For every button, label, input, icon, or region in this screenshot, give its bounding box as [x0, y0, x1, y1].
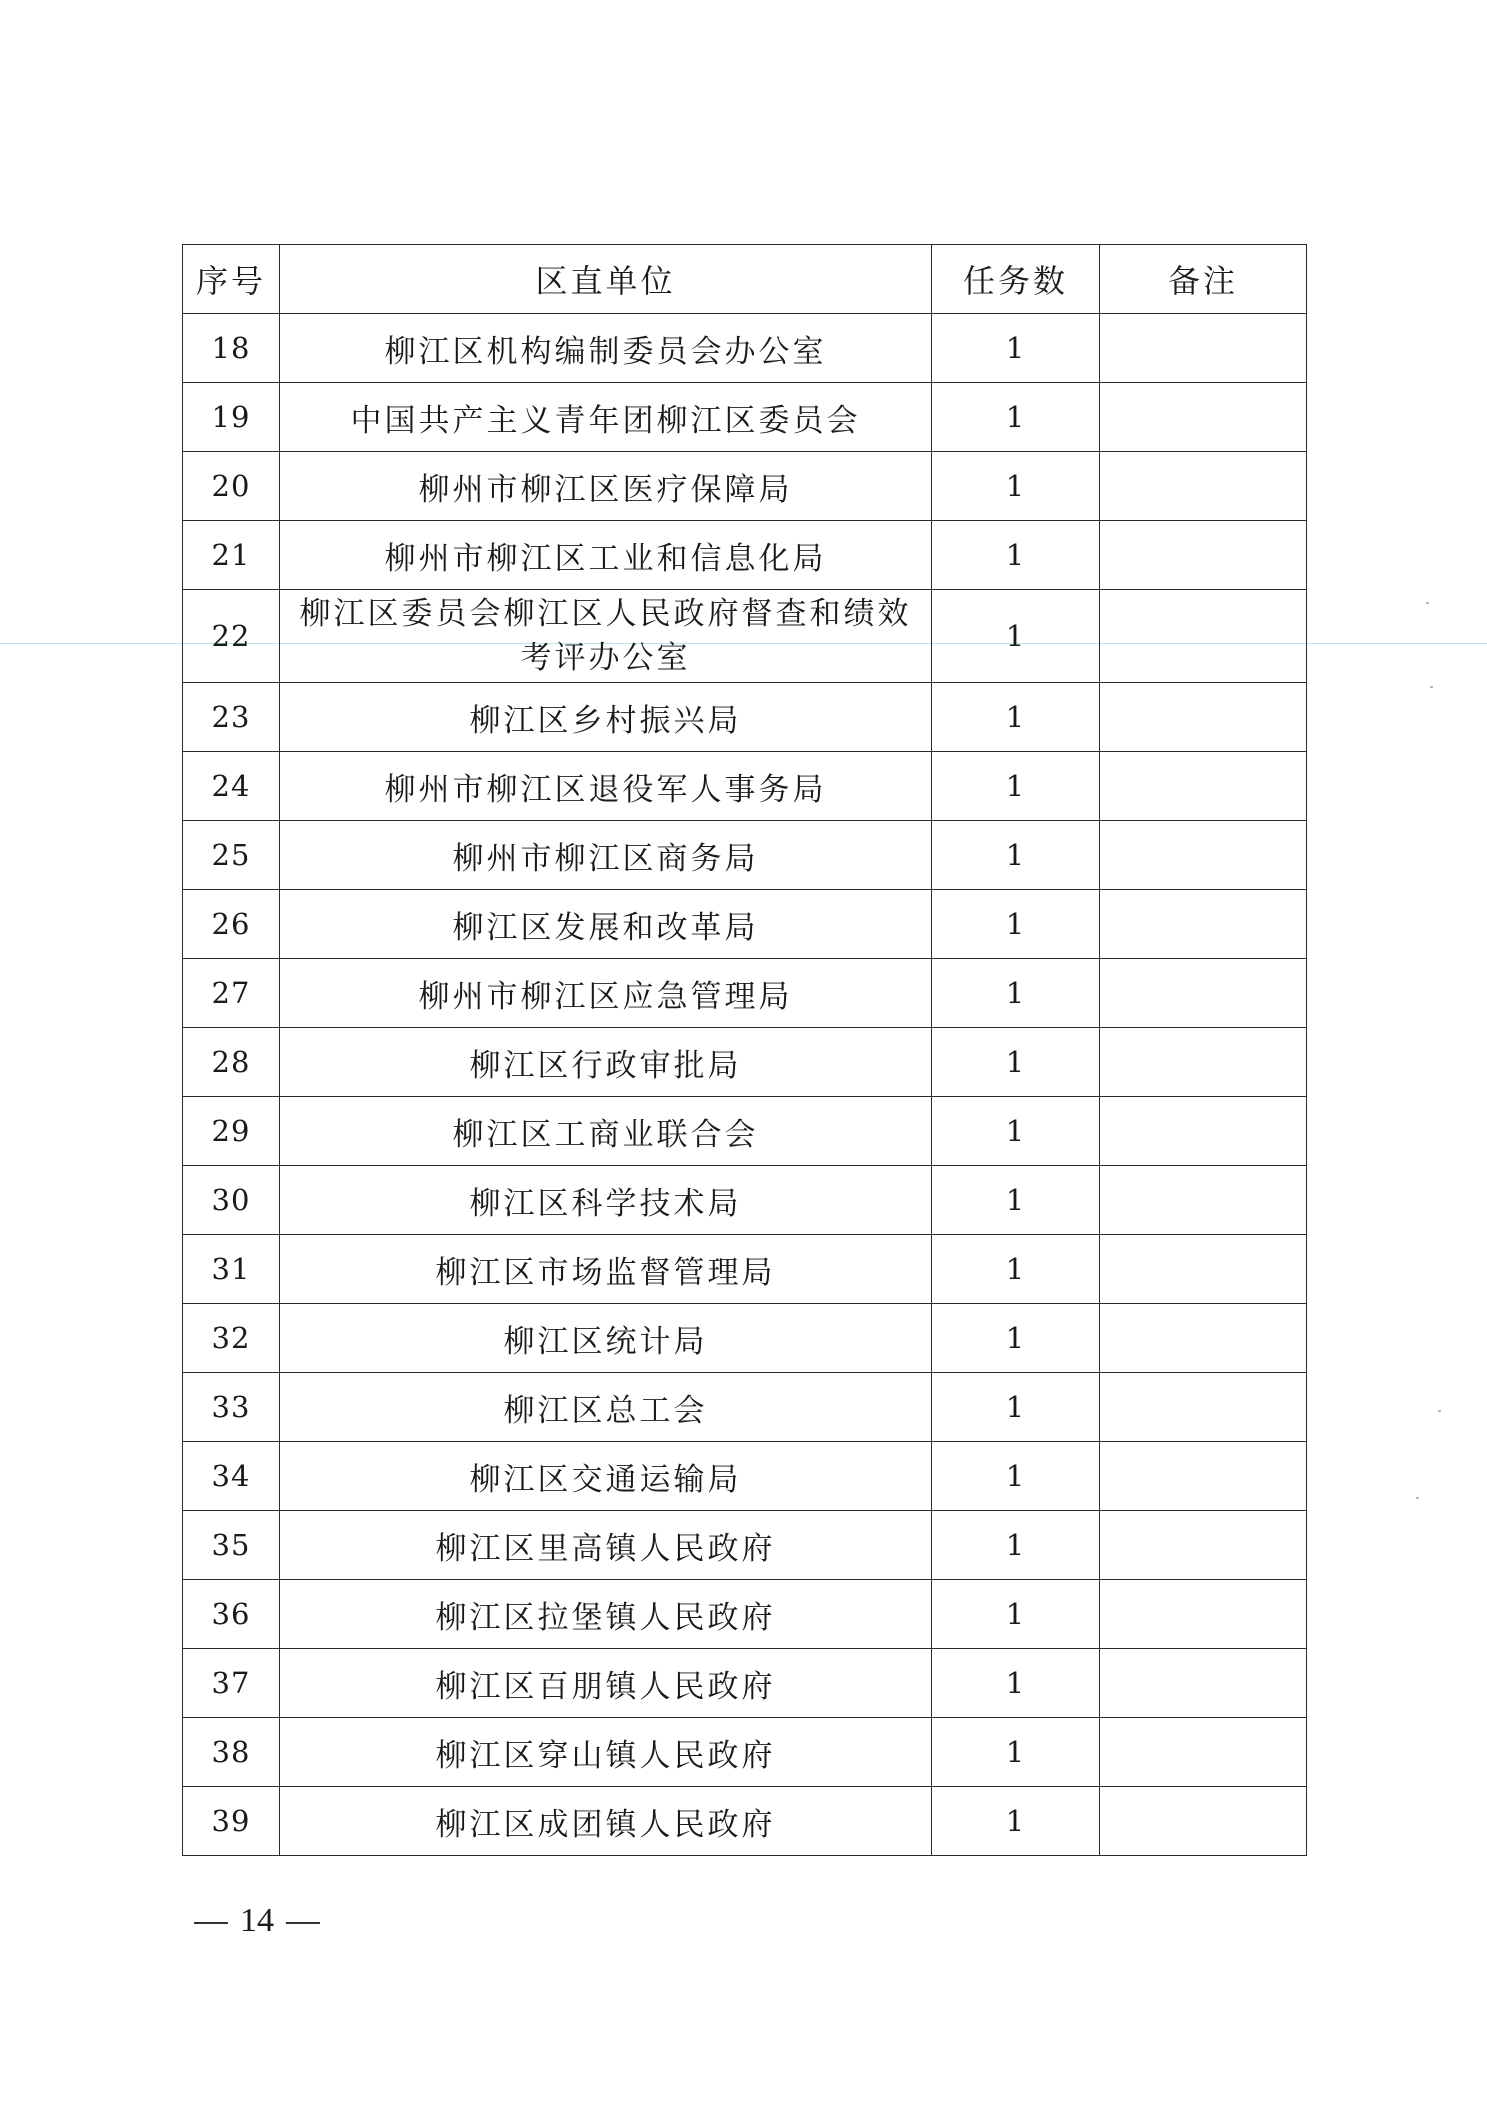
row-unit: 柳江区发展和改革局 — [280, 890, 932, 959]
row-task-count: 1 — [932, 821, 1100, 890]
row-unit: 中国共产主义青年团柳江区委员会 — [280, 383, 932, 452]
header-task-count: 任务数 — [932, 245, 1100, 314]
row-task-count: 1 — [932, 1097, 1100, 1166]
table-row — [183, 821, 1307, 890]
scan-speck — [1416, 1497, 1419, 1499]
table-row — [183, 959, 1307, 1028]
row-task-count: 1 — [932, 1442, 1100, 1511]
row-unit: 柳江区拉堡镇人民政府 — [280, 1580, 932, 1649]
row-task-count: 1 — [932, 1718, 1100, 1787]
header-unit: 区直单位 — [280, 245, 932, 314]
table-row — [183, 1649, 1307, 1718]
row-index: 29 — [183, 1097, 280, 1166]
row-task-count: 1 — [932, 590, 1100, 683]
row-note — [1100, 1442, 1307, 1511]
table-row — [183, 1166, 1307, 1235]
row-task-count: 1 — [932, 521, 1100, 590]
row-unit: 柳江区总工会 — [280, 1373, 932, 1442]
row-unit-line: 柳江区委员会柳江区人民政府督查和绩效 — [299, 596, 912, 632]
table-header-row — [183, 245, 1307, 314]
row-unit: 柳江区行政审批局 — [280, 1028, 932, 1097]
row-unit: 柳州市柳江区商务局 — [280, 821, 932, 890]
row-task-count: 1 — [932, 1304, 1100, 1373]
row-unit: 柳江区百朋镇人民政府 — [280, 1649, 932, 1718]
row-note — [1100, 959, 1307, 1028]
row-note — [1100, 821, 1307, 890]
row-task-count: 1 — [932, 1235, 1100, 1304]
row-note — [1100, 590, 1307, 683]
row-unit: 柳江区科学技术局 — [280, 1166, 932, 1235]
table-row — [183, 452, 1307, 521]
scan-speck — [1438, 1410, 1441, 1412]
table-row — [183, 1304, 1307, 1373]
row-note — [1100, 383, 1307, 452]
row-task-count: 1 — [932, 1373, 1100, 1442]
scan-speck — [1426, 602, 1429, 604]
header-note: 备注 — [1100, 245, 1307, 314]
row-index: 39 — [183, 1787, 280, 1856]
row-index: 20 — [183, 452, 280, 521]
table-row — [183, 521, 1307, 590]
row-index: 28 — [183, 1028, 280, 1097]
row-task-count: 1 — [932, 959, 1100, 1028]
table-row — [183, 683, 1307, 752]
row-index: 19 — [183, 383, 280, 452]
row-task-count: 1 — [932, 1511, 1100, 1580]
row-index: 37 — [183, 1649, 280, 1718]
table-row — [183, 1442, 1307, 1511]
row-unit: 柳州市柳江区退役军人事务局 — [280, 752, 932, 821]
row-unit: 柳州市柳江区工业和信息化局 — [280, 521, 932, 590]
row-index: 32 — [183, 1304, 280, 1373]
row-task-count: 1 — [932, 752, 1100, 821]
row-index: 33 — [183, 1373, 280, 1442]
row-note — [1100, 1097, 1307, 1166]
row-index: 26 — [183, 890, 280, 959]
row-index: 36 — [183, 1580, 280, 1649]
row-unit: 柳州市柳江区应急管理局 — [280, 959, 932, 1028]
row-index: 21 — [183, 521, 280, 590]
row-index: 23 — [183, 683, 280, 752]
task-table — [182, 244, 1307, 1856]
row-note — [1100, 1166, 1307, 1235]
page-dash-left — [194, 1922, 228, 1924]
scan-speck — [1430, 686, 1433, 688]
row-note — [1100, 1649, 1307, 1718]
row-note — [1100, 1511, 1307, 1580]
table-row — [183, 1097, 1307, 1166]
table-row — [183, 1235, 1307, 1304]
row-index: 24 — [183, 752, 280, 821]
row-note — [1100, 521, 1307, 590]
row-note — [1100, 1718, 1307, 1787]
row-unit: 柳江区乡村振兴局 — [280, 683, 932, 752]
table-row — [183, 1511, 1307, 1580]
row-task-count: 1 — [932, 314, 1100, 383]
row-task-count: 1 — [932, 452, 1100, 521]
row-unit: 柳江区里高镇人民政府 — [280, 1511, 932, 1580]
row-note — [1100, 1580, 1307, 1649]
row-unit-line: 考评办公室 — [520, 640, 691, 676]
row-task-count: 1 — [932, 1166, 1100, 1235]
table-row — [183, 752, 1307, 821]
table-row — [183, 314, 1307, 383]
table-row — [183, 1373, 1307, 1442]
row-unit: 柳江区穿山镇人民政府 — [280, 1718, 932, 1787]
row-note — [1100, 1304, 1307, 1373]
row-index: 31 — [183, 1235, 280, 1304]
row-note — [1100, 1373, 1307, 1442]
row-task-count: 1 — [932, 683, 1100, 752]
table-row — [183, 1718, 1307, 1787]
row-task-count: 1 — [932, 1580, 1100, 1649]
row-index: 34 — [183, 1442, 280, 1511]
row-unit: 柳江区成团镇人民政府 — [280, 1787, 932, 1856]
row-index: 35 — [183, 1511, 280, 1580]
row-unit: 柳江区机构编制委员会办公室 — [280, 314, 932, 383]
table-row — [183, 1028, 1307, 1097]
row-task-count: 1 — [932, 1028, 1100, 1097]
row-index: 22 — [183, 590, 280, 683]
row-note — [1100, 452, 1307, 521]
page-number-text: 14 — [240, 1902, 274, 1939]
page-number — [182, 1902, 332, 1940]
row-unit: 柳江区交通运输局 — [280, 1442, 932, 1511]
row-index: 18 — [183, 314, 280, 383]
row-index: 30 — [183, 1166, 280, 1235]
row-note — [1100, 1787, 1307, 1856]
row-unit: 柳江区市场监督管理局 — [280, 1235, 932, 1304]
page-dash-right — [286, 1922, 320, 1924]
row-note — [1100, 752, 1307, 821]
row-unit: 柳江区工商业联合会 — [280, 1097, 932, 1166]
row-unit: 柳州市柳江区医疗保障局 — [280, 452, 932, 521]
row-index: 38 — [183, 1718, 280, 1787]
row-unit — [280, 590, 932, 683]
row-unit: 柳江区统计局 — [280, 1304, 932, 1373]
header-index: 序号 — [183, 245, 280, 314]
row-index: 27 — [183, 959, 280, 1028]
row-note — [1100, 1028, 1307, 1097]
row-index: 25 — [183, 821, 280, 890]
row-note — [1100, 683, 1307, 752]
table-row — [183, 383, 1307, 452]
row-note — [1100, 1235, 1307, 1304]
row-task-count: 1 — [932, 1787, 1100, 1856]
row-note — [1100, 890, 1307, 959]
row-note — [1100, 314, 1307, 383]
row-task-count: 1 — [932, 383, 1100, 452]
table-row — [183, 590, 1307, 683]
table-row — [183, 1580, 1307, 1649]
row-task-count: 1 — [932, 890, 1100, 959]
table-row — [183, 890, 1307, 959]
row-task-count: 1 — [932, 1649, 1100, 1718]
table-row — [183, 1787, 1307, 1856]
